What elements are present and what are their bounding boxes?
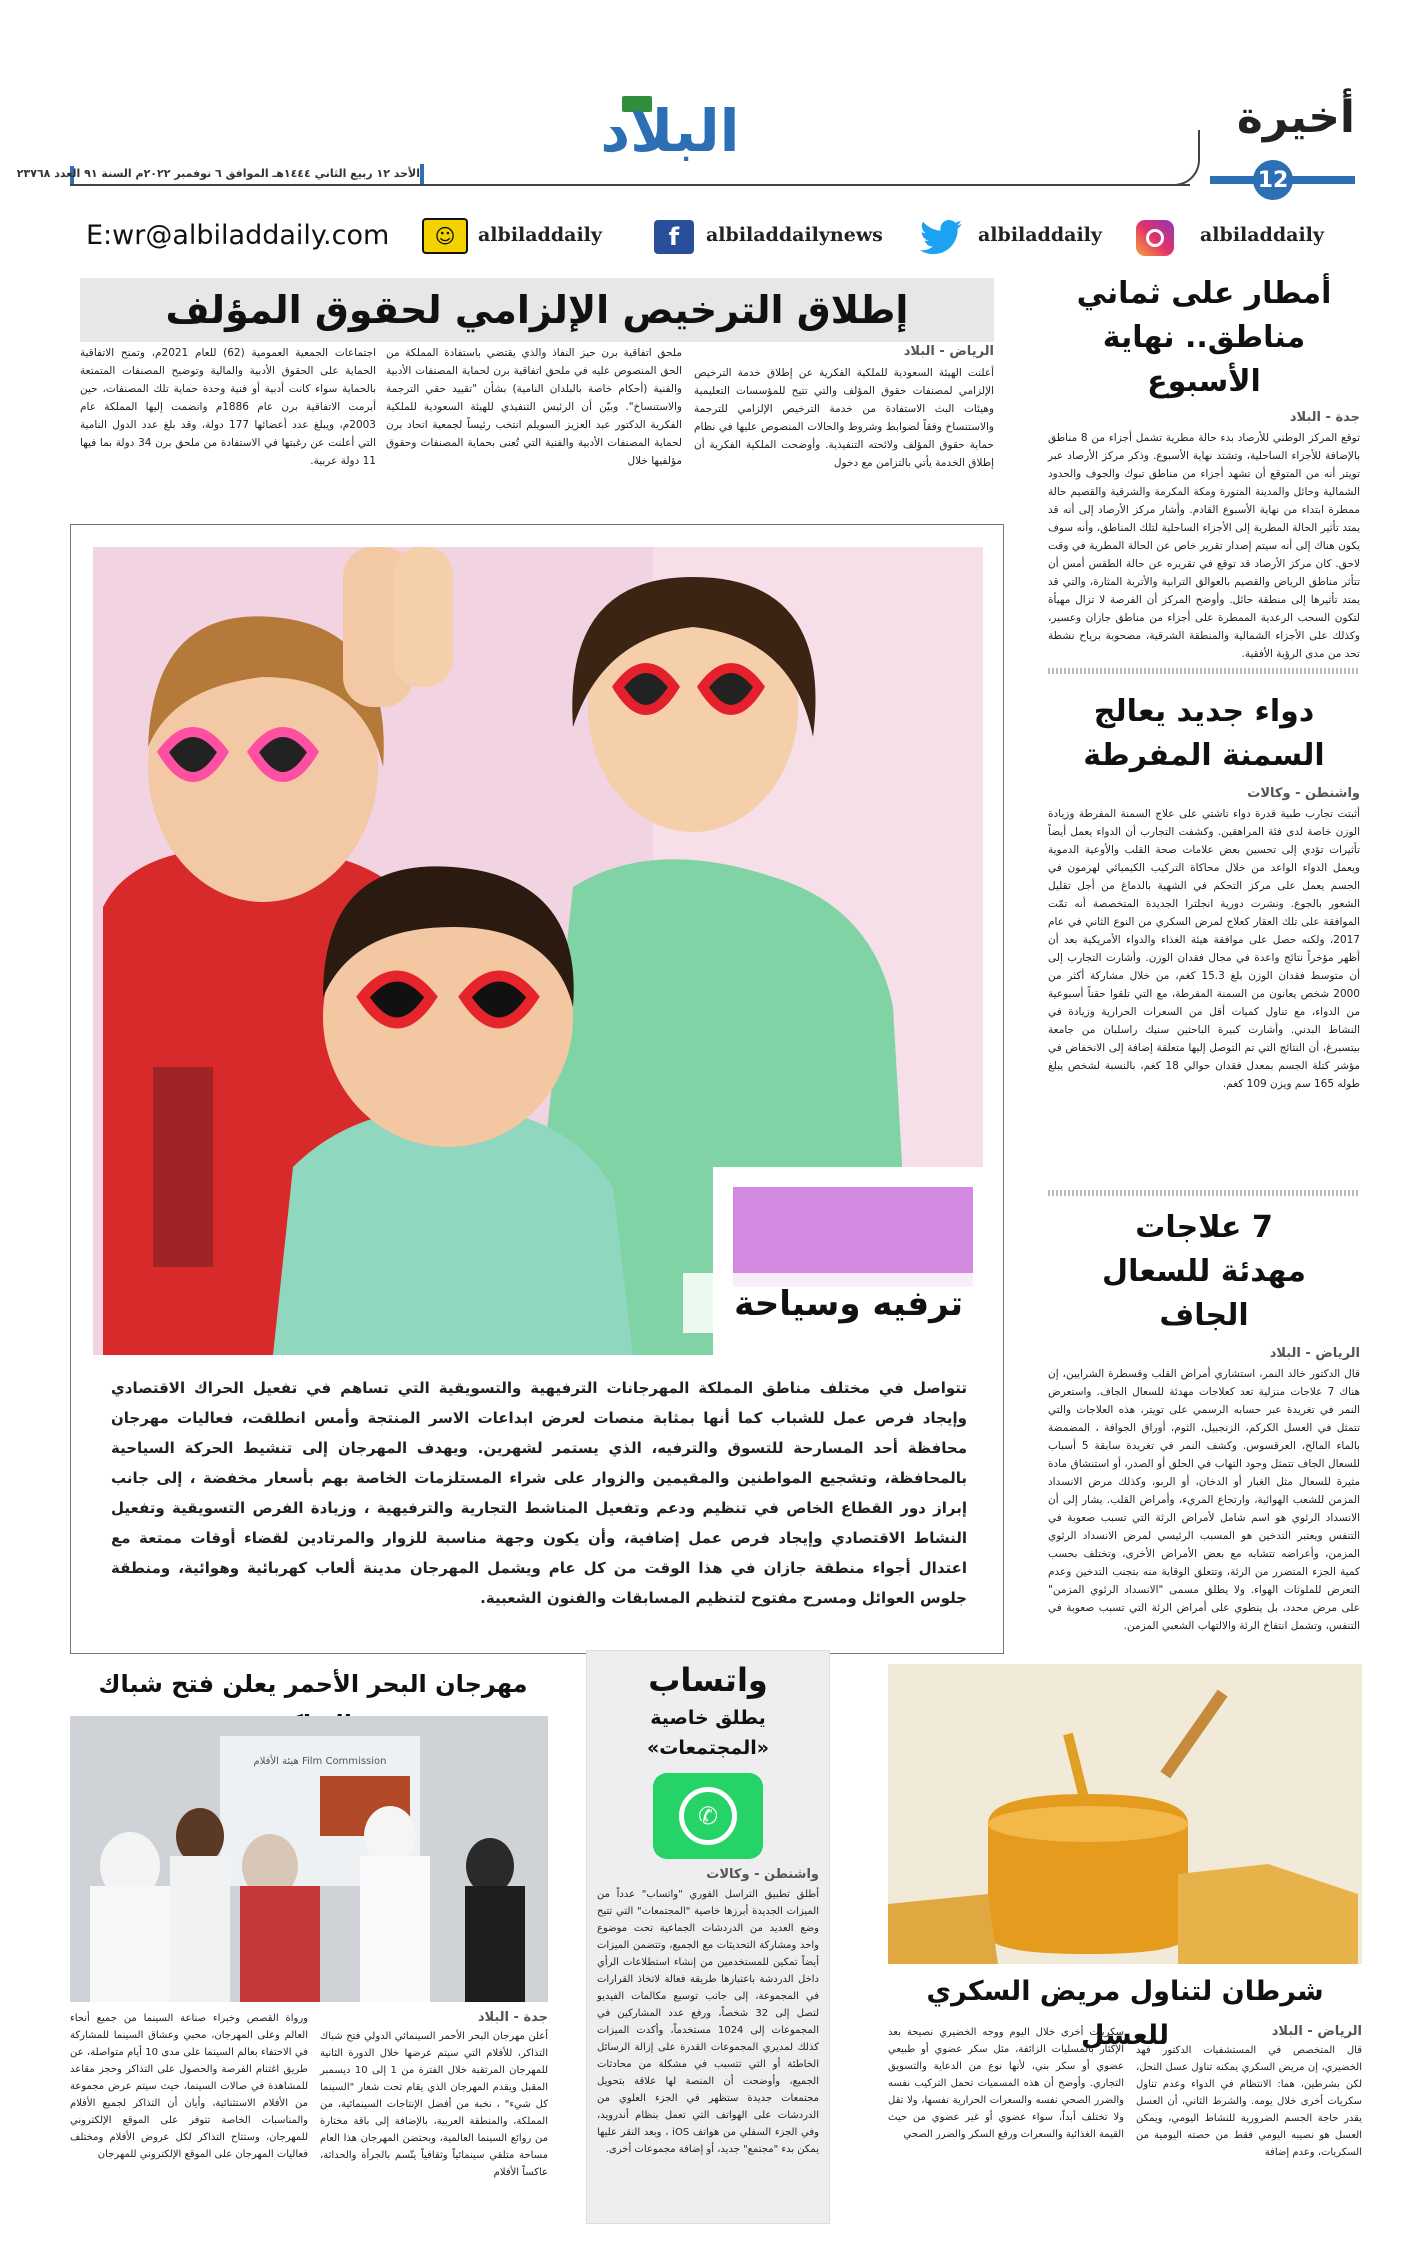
lead-col-2: ملحق اتفاقية برن حيز النفاذ والذي يقتضي باستفادة المملكة من الحق المنصوص عليه في ملحق اتفاقية برن لحماية المصنفات الأدبية والفنية (أحكام خاصة بالبلدان النامية) بشأن "تقييد حقي الترجمة والاستنساخ". وبيّن أن الرئيس التنفيذي للهيئة السعودية للملكية الفكرية الدكتور عبد العزيز السويلم انتخب رئيساً لجمعية اتحاد برن لحماية المصنفات الأدبية والفنية التي تُعنى بحماية المصنفات وحقوق مؤلفيها خلال [386, 347, 682, 467]
article-rain [1048, 272, 1360, 662]
whatsapp-subhead: يطلق خاصية «المجتمعات» [646, 1707, 770, 1759]
article-cough [1048, 1206, 1360, 1666]
honey-col-2: سكريات أخرى خلال اليوم ووجه الخضيري نصيحة بعد الإكثار بالمسليات الزائفة، مثل سكر عضوي أو طبيعي عضوي أو سكر بني، لأنها نوع من الدعاية والتسويق التجاري. وأوضح أن هذه المسميات تحمل التركيب نفسه والضرر الصحي نفسه والسعرات الحرارية نفسها، ولا تقل ولا تختلف أبداً، سواء عضوي أو غير عضوي من حيث القيمة الغذائية والسعرات ورفع السكر والضرر الصحي [888, 2027, 1124, 2140]
page-number-badge [1253, 160, 1293, 200]
rain-byline: جدة - البلاد [1289, 410, 1360, 425]
article-lead [70, 276, 1004, 492]
obesity-headline: دواء جديد يعالج السمنة المفرطة [1083, 694, 1325, 773]
snapchat-icon[interactable]: ☺ [422, 218, 468, 254]
email-link[interactable]: E:wr@albiladdaily.com [86, 220, 390, 251]
date-line: الأحد ١٢ ربيع الثاني ١٤٤٤هـ الموافق ٦ نوفمبر ٢٠٢٢م السنة ٩١ العدد ٢٣٧٦٨ [16, 167, 420, 180]
facebook-icon[interactable]: f [654, 220, 694, 254]
festival-col-1: أعلن مهرجان البحر الأحمر السينمائي الدولي فتح شباك التذاكر، للأفلام التي سيتم عرضها خلال الدورة الثانية للمهرجان المرتقبة خلال الفترة من 1 إلى 10 ديسمبر المقبل ويقدم المهرجان الذي يقام تحت شعار "السينما كل شيء" ، نخبة من أفضل الإنتاجات السينمائية، من المملكة، والمنطقة العربية، بالإضافة إلى باقة مختارة من روائع السينما العالمية، وبحتضن المهرجان هذا العام مساحة متلقي سينمائياً وثقافياً يتّسم بالجرأة والحداثة، عاكساً الأفلام [320, 2031, 548, 2178]
lead-col-3: اجتماعات الجمعية العمومية (62) للعام 2021م، وتمنح الاتفاقية الحماية على الحقوق الأدبية والمالية وتوضيح المصنفات المتمتعة بالحماية سواء كانت أدبية أو فنية وحدة حماية تلك المصنفات، حين أبرمت الاتفاقية برن عام 1886م وانضمت إليها المملكة عام 2003م، ويبلغ عدد أعضائها 177 دولة، وقد بلغ عدد الدول النامية التي أعلنت عن رغبتها في الاستفادة من ملحق برن 34 دولة بما فيها 11 دولة عربية. [80, 347, 377, 467]
twitter-icon[interactable] [918, 220, 964, 254]
twitter-label[interactable]: albiladdaily [978, 224, 1102, 246]
cough-byline: الرياض - البلاد [1269, 1346, 1360, 1361]
article-honey [888, 1664, 1362, 2224]
honey-photo [888, 1664, 1362, 1964]
feature-caption: تتواصل في مختلف مناطق المملكة المهرجانات الترفيهية والتسويقية التي تساهم في تفعيل الحراك الاقتصادي وإيجاد فرص عمل للشباب كما أنها بمثابة منصات لعرض ابداعات الاسر المنتجة وأمس انطلقت، فعاليات مهرجان محافظة أحد المسارحة للتسوق والترفيه، الذي يستمر لشهرين. ويهدف المهرجان إلى تنشيط الحركة السياحية بالمحافظة، وتشجيع المواطنين والمقيمين والزوار على شراء المستلزمات الخاصة بهم بأسعار مخفضة ، إلى جانب إبراز دور القطاع الخاص في تنظيم ودعم وتفعيل المناشط التجارية والترفيهية ، وزيادة الفرص التسويقية وتفعيل النشاط الاقتصادي وإيجاد فرص عمل إضافية، وأن يكون وجهة مناسبة للزوار والمرتادين لقضاء أوقات ممتعة مع اعتدال أجواء منطقة جازان في هذا الوقت من كل عام ويشمل المهرجان مدينة ألعاب كهربائية وهوائية، ومنطقة جلوس العوائل ومسرح مفتوح لتنظيم المسابقات والفنون الشعبية. [111, 1379, 967, 1607]
masthead-logo [600, 92, 740, 172]
section-title: أخيرة [1236, 92, 1355, 143]
festival-photo [70, 1716, 548, 2002]
festival-col-2: ورواة القصص وخبراء صناعة السينما من جميع أنحاء العالم وعلى المهرجان، محبي وعشاق السينما للمشاركة في الاحتفاء بعالم السينما على مدى 10 أيام متواصلة، عن طريق اغتنام الفرصة والحصول على التذاكر وحجز مقاعد للمشاهدة في صالات السينما، حيث سيتم عرض مجموعة من الأفلام الاستثنائية، وأيان أن التذاكر لجميع الأفلام والمناسبات الخاصة تتوفر على الموقع الإلكتروني للمهرجان، وستتاح التذاكر لكل عروض الأفلام ومختلف فعاليات المهرجان على الموقع الإلكتروني للمهرجان [70, 2013, 309, 2160]
lead-headline: إطلاق الترخيص الإلزامي لحقوق المؤلف [165, 288, 909, 332]
whatsapp-logo-icon: ✆ [653, 1773, 763, 1859]
honey-headline: شرطان لتناول مريض السكري للعسل [926, 1976, 1324, 2051]
feature-photo [93, 547, 983, 1355]
cough-text: قال الدكتور خالد النمر، استشاري أمراض القلب وقسطرة الشرايين، إن هناك 7 علاجات منزلية تعد كعلاجات مهدئة للسعال الجاف. واستعرض النمر في تغريدة عبر حسابه الرسمي على تويتر، هذه العلاجات والتي تتمثل في العسل الكركم، الزنجبيل، الثوم، أوراق الجوافة ، المضمضة بالماء المالح، العرقسوس. وكشف النمر في تغريدة سابقة 5 أسباب للسعال الجاف تتمثل وجود التهاب في الحلق أو الصدر، أو استنشاق مادة مثيرة للسعال مثل الغبار أو الدخان، أو الربو، وكذلك مرض الانسداد المزمن للشعب الهوائية، وارتجاع المريء، وأمراض القلب. يشار إلى أن الانسداد الرئوي هو اسم شامل لأمراض الرئة التي تسبب صعوبة في التنفس ويعتبر التدخين هو المسبب الرئيسي لمرض الانسداد الرئوي المزمن، وأعراضه تتشابه مع بعض الأمراض الأخرى، وتختلف بحسب كمية الجزء المتضرر من الرئة، وتتعلق الوقاية منه بتجنب التدخين وعدم التعرض للملوثات الهواء. ولا يطلق مسمى "الانسداد الرئوي المزمن" على مرض محدد، بل ينطوي على أمراض الرئة التي تسبب صعوبة في التنفس، وتشمل انتفاخ الرئة والالتهاب الشعبي المزمن. [1048, 1368, 1360, 1632]
header [0, 0, 1420, 200]
instagram-icon[interactable] [1136, 220, 1174, 256]
rain-headline: أمطار على ثماني مناطق.. نهاية الأسبوع [1076, 276, 1332, 399]
article-festival [70, 1664, 556, 2224]
page-number: 12 [1257, 167, 1289, 193]
separator [1048, 668, 1360, 674]
obesity-byline: واشنطن - وكالات [1247, 786, 1360, 801]
festival-byline: جدة - البلاد [477, 2010, 548, 2025]
rain-text: توقع المركز الوطني للأرصاد بدء حالة مطرية تشمل أجزاء من 8 مناطق بالإضافة للأجزاء الساحلية، وتشتد نهاية الأسبوع. وذكر مركز الأرصاد عبر تويتر أنه من المتوقع أن تشهد أجزاء من مناطق تبوك والجوف والحدود الشمالية وحائل والمدينة المنورة ومكة المكرمة والشرقية والقصيم حالة ممطرة ابتداء من نهاية الأسبوع القادم. وأشار مركز الأرصاد إلى أنه قد يمتد تأثير الحالة المطرية إلى الأجزاء الساحلية لتلك المناطق، وأنه سوف يكون هناك إلى أنه سيتم إصدار تقرير خاص عن الحالة المطرية في وقت لاحق. كان مركز الأرصاد قد توقع في تقريره عن حالة الطقس أمس أن تتأثر مناطق الرياض والقصيم بالعوالق الترابية والأتربة المثارة، والتي قد يمتد تأثيرها إلى منطقة حائل. وأوضح المركز أن الفرصة لا تزال مهيأة لتكون السحب الرعدية الممطرة على أجزاء من مناطق جازان وعسير، وكذلك على الأجزاء الشمالية والمنطقة الشرقية، مصحوبة برياح نشطة تحد من مدى الرؤية الأفقية. [1048, 432, 1360, 660]
feature-label: ترفيه وسياحة [734, 1284, 963, 1324]
social-bar [80, 214, 1350, 258]
photo-sign: هيئة الأفلام Film Commission [253, 1756, 387, 1767]
honey-byline: الرياض - البلاد [1271, 2024, 1362, 2039]
whatsapp-text: أطلق تطبيق التراسل الفوري "واتساب" عدداً من الميزات الجديدة أبرزها خاصية "المجتمعات" التي تتيح وضع العديد من الدردشات الجماعية تحت موضوع واحد ومشاركة التحديثات مع الجميع، وتتضمن الميزات أيضاً تمكين للمستخدمين من إنشاء استطلاعات الرأي داخل الدردشة باعتبارها طريقة فعالة لاتخاذ القرارات في المجموعة، إلى جانب توسيع مكالمات الفيديو لتصل إلى 32 شخصاً، ورفع عدد المشاركين في المجموعات إلى 1024 مستخدماً، وأكدت الميزات كذلك لمديري المجموعات القدرة على إزالة الرسائل الخاطئة أو التي تتسبب في مشكلة من محادثات الجميع، وأوضحت أن المنصة لها علاقة بتحويل مجتمعات جديدة ستظهر في الجزء العلوي من الدردشات على الهواتف التي تعمل بنظام أندرويد، وفي الجزء السفلي من هواتف iOS ، وبعد النقر عليها يمكن بدء "مجتمع" جديد، أو إضافة مجموعات أخرى. [597, 1889, 820, 2155]
whatsapp-headline: واتساب [648, 1661, 768, 1699]
snapchat-label[interactable]: albiladdaily [478, 224, 602, 246]
feature-box [70, 524, 1004, 1654]
festival-headline: مهرجان البحر الأحمر يعلن فتح شباك [98, 1670, 528, 1698]
honey-col-1: قال المتخصص في المستشفيات الدكتور فهد الخضيري، إن مريض السكري يمكنه تناول عسل النحل، لكن بشرطين، هما: الانتظام في الدواء وعدم تناول سكريات أخرى خلال يومه. والشرط الثاني، أن العسل يقدر حاجة الجسم الضرورية للنشاط اليومي، ويمكن العسل هو نصيبه اليومي فقط من حصته اليومية من السكريات، وعدم إضافة [1136, 2045, 1362, 2158]
cough-headline: 7 علاجات مهدئة للسعال الجاف [1102, 1210, 1306, 1333]
children-illustration [93, 547, 983, 1355]
date-rule [70, 184, 1190, 186]
date-rule-curve [1150, 130, 1200, 186]
facebook-label[interactable]: albiladdailynews [706, 224, 883, 246]
lead-byline: الرياض - البلاد [903, 344, 994, 359]
article-whatsapp [586, 1650, 830, 2224]
obesity-text: أثبتت تجارب طبية قدرة دواء تاشتي على علاج السمنة المفرطة وزيادة الوزن خاصة لدى فئة المراهقين. وكشفت التجارب أن الدواء يعمل أيضاً تأثيرات تؤدي إلى تحسين بعض علامات صحة القلب والأوعية الدموية ويعمل الدواء الواعد من خلال محاكاة التركيب الكيميائي لهرمون في الجسم يعمل على مركز التحكم في الشهية بالدماغ من أجل تقليل الشعور بالجوع. ونشرت دورية انجلترا الجديدة المتخصصة أنه تمّت الموافقة على تلك العقار كعلاج لمرض السكري من النوع الثاني في عام 2017، ولكنه حصل على موافقة هيئة الغذاء والدواء الأمريكية بعد أن أظهر مؤخراً نتائج واعدة في مجال فقدان الوزن. وأشارت التجارب إلى أن متوسط فقدان الوزن بلغ 15.3 كغم، من خلال مشاركة أكثر من 2000 شخص يعانون من السمنة المفرطة، مع التي تلقوا حقناً أسبوعية من الدواء، مع تناول كميات أقل من السعرات الحرارية وزيادة في النشاط البدني. وأشارت كبيرة الباحثين سنيك راسلبان من جامعة بيتسبرغ، أن النتائج التي تم التوصل إليها متعلقة إضافة إلى الانخفاض في مؤشر كتلة الجسم بمعدل فقدان حوالي 18 كغم، بالنسبة لشخص يبلغ طوله 165 سم ويزن 109 كغم. [1048, 808, 1361, 1090]
logo-text: البلاد [600, 97, 740, 165]
instagram-label[interactable]: albiladdaily [1200, 224, 1324, 246]
date-line-tab [420, 164, 424, 184]
article-obesity [1048, 690, 1360, 1210]
separator [1048, 1190, 1360, 1196]
lead-col-1: أعلنت الهيئة السعودية للملكية الفكرية عن إطلاق خدمة الترخيص الإلزامي لمصنفات حقوق المؤلف والتي تتيح للمؤسسات التعليمية وهيئات البث الاستفادة من خدمة الترخيص الإلزامي للترجمة والاستنساخ وفقاً لضوابط وشروط والحالات المنصوص عليها في نظام حماية حقوق المؤلف ولائحته التنفيذية. وأوضحت الملكية الفكرية أن إطلاق الخدمة يأتي بالتزامن مع دخول [694, 367, 994, 469]
whatsapp-byline: واشنطن - وكالات [706, 1867, 819, 1882]
